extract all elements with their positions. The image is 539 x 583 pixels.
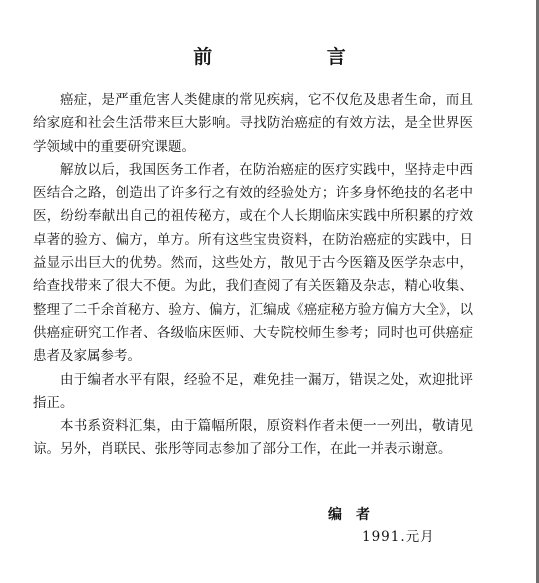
preface-date: 1991.元月 (362, 529, 435, 545)
paragraph-4: 本书系资料汇集，由于篇幅所限，原资料作者未便一一列出，敬请见谅。另外，肖联民、张彤等同志参加了部分工作，在此一并表示谢意。 (33, 418, 473, 458)
author-signature: 编者 (328, 507, 384, 523)
paragraph-2: 解放以后，我国医务工作者，在防治癌症的医疗实践中，坚持走中西医结合之路，创造出了许多行之有效的经验处方；许多身怀绝技的名老中医，纷纷奉献出自己的祖传秘方，或在个人长期临床实践中所积累的疗效卓著的验方、偏方，单方。所有这些宝贵资料，在防治癌症的实践中，日益显示出巨大的优势。然而，这些处方，散见于古今医籍及医学杂志中，给查找带来了很大不便。为此，我们查阅了有关医籍及杂志，精心收集、整理了二千余首秘方、验方、偏方，汇编成《癌症秘方验方偏方大全》，以供癌症研究工作者、各级临床医师、大专院校师生参考；同时也可供癌症患者及家属参考。 (33, 161, 473, 365)
page-title: 前 言 (193, 46, 400, 68)
preface-body (33, 89, 473, 462)
paragraph-3: 由于编者水平有限，经验不足，难免挂一漏万，错误之处，欢迎批评指正。 (33, 371, 473, 411)
paragraph-1: 癌症，是严重危害人类健康的常见疾病，它不仅危及患者生命，而且给家庭和社会生活带来巨大影响。寻找防治癌症的有效方法，是全世界医学领域中的重要研究课题。 (33, 92, 473, 155)
